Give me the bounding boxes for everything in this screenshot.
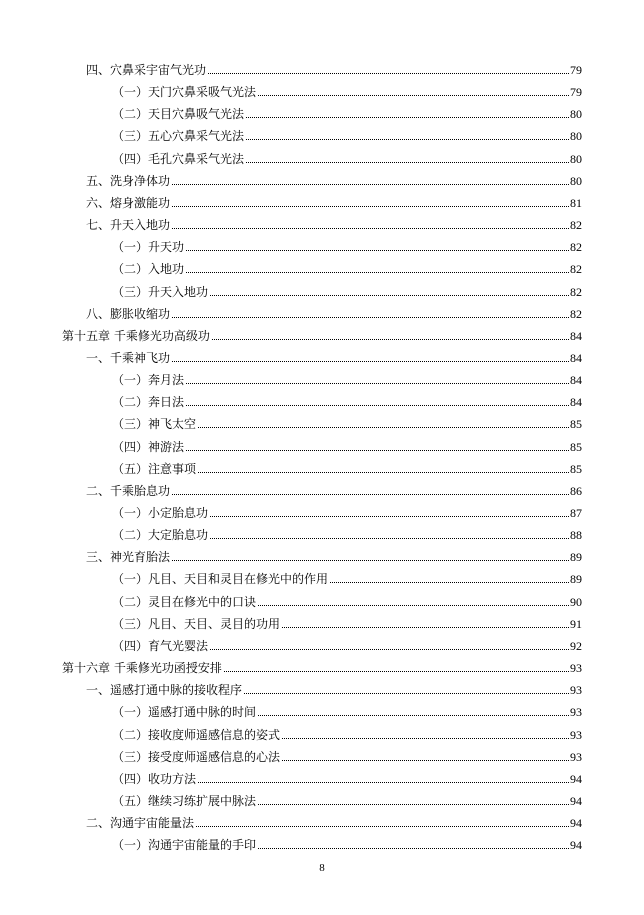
toc-entry: [112, 635, 582, 653]
toc-entry-title: （四）育气光婴法: [112, 638, 209, 653]
toc-entry-page: 81: [570, 195, 582, 210]
dot-leader: [258, 94, 569, 96]
toc-entry-page: 79: [570, 85, 582, 100]
toc-entry-page: 85: [570, 417, 582, 432]
dot-leader: [208, 72, 569, 74]
toc-entry: [86, 812, 582, 830]
toc-entry: [112, 613, 582, 631]
dot-leader: [210, 294, 569, 296]
dot-leader: [172, 227, 569, 229]
dot-leader: [172, 493, 569, 495]
toc-entry-page: 85: [570, 461, 582, 476]
toc-entry-title: （四）收功方法: [112, 771, 197, 786]
toc-entry-page: 93: [570, 705, 582, 720]
toc-entry-title: （一）小定胎息功: [112, 506, 209, 520]
toc-entry-page: 85: [570, 439, 582, 454]
toc-entry-page: 93: [570, 661, 582, 676]
toc-entry: [86, 347, 582, 365]
toc-entry-page: 93: [570, 683, 582, 698]
toc-entry-page: 87: [570, 506, 582, 520]
toc-entry: [112, 591, 582, 609]
dot-leader: [172, 205, 569, 207]
toc-entry: [112, 391, 582, 409]
toc-entry: [86, 546, 582, 564]
toc-entry-page: 80: [570, 129, 582, 144]
toc-entry-page: 82: [570, 240, 582, 255]
dot-leader: [246, 116, 569, 118]
dot-leader: [244, 692, 569, 694]
dot-leader: [186, 382, 569, 384]
toc-entry-title: 三、神光育胎法: [86, 550, 171, 565]
toc-entry-page: 80: [570, 151, 582, 166]
toc-entry-title: （五）注意事项: [112, 461, 197, 476]
toc-entry: [112, 724, 582, 742]
toc-entry-title: （四）毛孔穴鼻采气光法: [112, 151, 245, 166]
toc-entry-title: 二、千乘胎息功: [86, 483, 171, 498]
toc-entry-page: 86: [570, 483, 582, 498]
toc-entry-page: 94: [570, 771, 582, 786]
toc-entry-title: 第十六章 千乘修光功函授安排: [62, 661, 222, 676]
dot-leader: [172, 183, 569, 185]
toc-entry: [86, 303, 582, 321]
dot-leader: [186, 249, 569, 251]
toc-entry: [112, 236, 582, 254]
dot-leader: [246, 138, 569, 140]
toc-entry: [112, 258, 582, 276]
toc-entry-title: （二）大定胎息功: [112, 528, 209, 543]
dot-leader: [224, 670, 569, 672]
toc-entry-title: （三）五心穴鼻采气光法: [112, 129, 245, 144]
dot-leader: [212, 338, 569, 340]
toc-entry: [112, 413, 582, 431]
toc-entry: [86, 192, 582, 210]
toc-entry-page: 89: [570, 550, 582, 565]
dot-leader: [258, 803, 569, 805]
toc-entry-page: 93: [570, 727, 582, 742]
toc-entry-page: 82: [570, 218, 582, 233]
toc-entry-page: 80: [570, 173, 582, 188]
toc-entry-title: （五）继续习练扩展中脉法: [112, 793, 257, 808]
dot-leader: [172, 360, 569, 362]
toc-entry: [112, 125, 582, 143]
dot-leader: [198, 426, 569, 428]
toc-entry-page: 91: [570, 616, 582, 631]
dot-leader: [198, 471, 569, 473]
toc-entry-page: 89: [570, 572, 582, 587]
dot-leader: [282, 759, 569, 761]
toc-chapter-entry: [62, 325, 582, 343]
toc-entry-page: 84: [570, 373, 582, 388]
toc-entry: [112, 768, 582, 786]
toc-entry-title: 一、千乘神飞功: [86, 350, 171, 365]
toc-entry-title: （二）天目穴鼻吸气光法: [112, 107, 245, 122]
toc-entry: [112, 436, 582, 454]
page-number: 8: [319, 862, 325, 874]
toc-entry: [112, 790, 582, 808]
dot-leader: [282, 626, 569, 628]
toc-entry-page: 84: [570, 395, 582, 410]
toc-entry: [112, 81, 582, 99]
dot-leader: [282, 737, 569, 739]
dot-leader: [210, 648, 569, 650]
dot-leader: [186, 404, 569, 406]
toc-entry-title: （三）升天入地功: [112, 284, 209, 299]
toc-entry-title: （二）入地功: [112, 262, 185, 277]
toc-entry-page: 84: [570, 328, 582, 343]
toc-entry-title: 五、洗身净体功: [86, 173, 171, 188]
dot-leader: [210, 515, 569, 517]
toc-entry-title: （三）接受度师遥感信息的心法: [112, 749, 281, 764]
toc-entry-title: （二）奔日法: [112, 395, 185, 410]
dot-leader: [172, 316, 569, 318]
toc-entry-title: （二）接收度师遥感信息的姿式: [112, 727, 281, 742]
toc-entry-title: 第十五章 千乘修光功高级功: [62, 328, 210, 343]
toc-entry: [86, 59, 582, 77]
toc-entry-title: 四、穴鼻采宇宙气光功: [86, 63, 207, 77]
dot-leader: [186, 271, 569, 273]
toc-entry-title: （二）灵目在修光中的口诀: [112, 594, 257, 609]
dot-leader: [330, 581, 569, 583]
toc-entry-title: 六、熔身激能功: [86, 195, 171, 210]
toc-entry-page: 94: [570, 816, 582, 831]
toc-entry: [86, 679, 582, 697]
toc-entry-title: （三）凡目、天目、灵目的功用: [112, 616, 281, 631]
toc-entry-page: 93: [570, 749, 582, 764]
toc-entry-title: （一）升天功: [112, 240, 185, 255]
toc-entry-title: （一）沟通宇宙能量的手印: [112, 838, 257, 853]
toc-entry-title: （三）神飞太空: [112, 417, 197, 432]
toc-entry-page: 90: [570, 594, 582, 609]
toc-entry: [86, 170, 582, 188]
toc-entry: [112, 103, 582, 121]
toc-entry-title: （一）凡目、天目和灵目在修光中的作用: [112, 572, 329, 587]
dot-leader: [258, 847, 569, 849]
dot-leader: [172, 559, 569, 561]
toc-entry-page: 82: [570, 284, 582, 299]
toc-entry: [112, 502, 582, 520]
toc-entry-title: （一）奔月法: [112, 373, 185, 388]
toc-entry-title: （一）天门穴鼻采吸气光法: [112, 85, 257, 100]
toc-entry: [112, 148, 582, 166]
toc-entry: [112, 746, 582, 764]
toc-entry-title: （一）遥感打通中脉的时间: [112, 705, 257, 720]
toc-entry-page: 88: [570, 528, 582, 543]
toc-entry-page: 94: [570, 793, 582, 808]
toc-entry-title: 七、升天入地功: [86, 218, 171, 233]
toc-chapter-entry: [62, 657, 582, 675]
dot-leader: [210, 537, 569, 539]
dot-leader: [258, 714, 569, 716]
toc-entry: [112, 281, 582, 299]
toc-entry: [112, 524, 582, 542]
dot-leader: [198, 781, 569, 783]
toc-entry-page: 82: [570, 262, 582, 277]
toc-entry-page: 82: [570, 306, 582, 321]
toc-entry: [112, 568, 582, 586]
toc-entry-title: 二、沟通宇宙能量法: [86, 816, 195, 831]
dot-leader: [258, 604, 569, 606]
toc-entry: [86, 214, 582, 232]
toc-entry-page: 92: [570, 638, 582, 653]
dot-leader: [196, 825, 569, 827]
toc-entry: [112, 701, 582, 719]
toc-entry: [112, 834, 582, 852]
toc-entry-page: 80: [570, 107, 582, 122]
toc-entry-page: 84: [570, 350, 582, 365]
toc-entry-page: 94: [570, 838, 582, 853]
toc-entry: [86, 480, 582, 498]
dot-leader: [186, 449, 569, 451]
toc-entry-title: 八、膨胀收缩功: [86, 306, 171, 321]
toc-entry-title: （四）神游法: [112, 439, 185, 454]
toc-entry: [112, 369, 582, 387]
toc-entry-page: 79: [570, 63, 582, 77]
dot-leader: [246, 161, 569, 163]
toc-entry: [112, 458, 582, 476]
toc-entry-title: 一、遥感打通中脉的接收程序: [86, 683, 243, 698]
